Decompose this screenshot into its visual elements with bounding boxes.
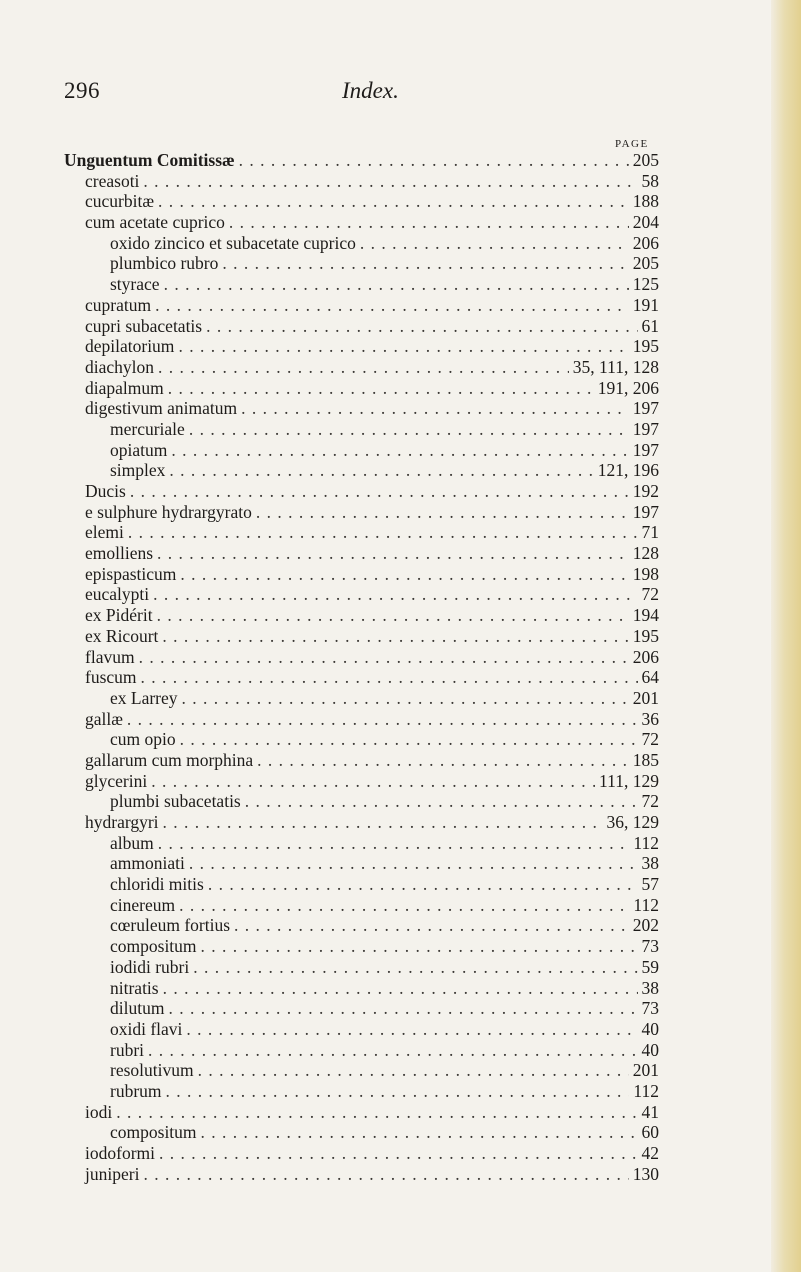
index-term: emolliens xyxy=(85,543,154,564)
page-references: 204 xyxy=(632,212,659,233)
dot-leader xyxy=(256,502,629,523)
index-entry xyxy=(64,957,659,978)
dot-leader xyxy=(158,833,630,854)
index-entry xyxy=(64,688,659,709)
index-entry xyxy=(64,1143,659,1164)
page-references: 201 xyxy=(632,687,659,708)
dot-leader xyxy=(157,605,629,626)
index-term: chloridi mitis xyxy=(110,874,204,895)
page-edge-shadow xyxy=(771,0,801,1272)
dot-leader xyxy=(245,791,638,812)
index-entry xyxy=(64,460,659,481)
page-references: 112 xyxy=(633,1080,659,1101)
index-term: Ducis xyxy=(85,481,126,501)
dot-leader xyxy=(139,647,629,668)
index-entry xyxy=(64,874,659,895)
index-term: cum opio xyxy=(110,729,176,750)
index-entry xyxy=(64,1081,659,1102)
index-term: diapalmum xyxy=(85,377,164,398)
index-entry xyxy=(64,150,659,171)
dot-leader xyxy=(222,253,628,274)
index-entry xyxy=(64,316,659,337)
index-entry xyxy=(64,253,659,274)
dot-leader xyxy=(151,771,595,792)
index-term: album xyxy=(110,832,154,853)
index-entry xyxy=(64,398,659,419)
page-references: 38 xyxy=(641,977,659,998)
dot-leader xyxy=(141,667,638,688)
index-term: oxidi flavi xyxy=(110,1018,183,1039)
dot-leader xyxy=(143,171,637,192)
index-term: iodidi rubri xyxy=(110,956,190,977)
index-entry xyxy=(64,171,659,192)
index-term: hydrargyri xyxy=(85,812,159,832)
page-references: 38 xyxy=(641,853,659,874)
index-term: creasoti xyxy=(85,170,140,191)
index-term: compositum xyxy=(110,1122,197,1143)
index-entry xyxy=(64,709,659,730)
index-term: nitratis xyxy=(110,977,159,998)
dot-leader xyxy=(164,274,629,295)
index-entry xyxy=(64,729,659,750)
page-references: 35, 111, 128 xyxy=(572,356,659,377)
index-term: cucurbitæ xyxy=(85,191,155,212)
index-term: ex Pidérit xyxy=(85,605,153,626)
index-entry xyxy=(64,419,659,440)
index-entry xyxy=(64,895,659,916)
dot-leader xyxy=(163,812,603,833)
index-term: simplex xyxy=(110,460,166,481)
dot-leader xyxy=(189,419,629,440)
page-references: 188 xyxy=(632,191,659,212)
page-references: 59 xyxy=(641,956,659,977)
index-entry xyxy=(64,791,659,812)
index-term: opiatum xyxy=(110,439,168,460)
dot-leader xyxy=(155,295,629,316)
index-term: ammoniati xyxy=(110,853,185,874)
index-term: rubri xyxy=(110,1039,145,1060)
index-term: cinereum xyxy=(110,894,176,915)
running-title: Index. xyxy=(342,78,399,103)
dot-leader xyxy=(157,543,629,564)
page-references: 192 xyxy=(632,481,659,501)
dot-leader xyxy=(241,398,629,419)
dot-leader xyxy=(234,915,629,936)
dot-leader xyxy=(148,1040,637,1061)
index-term: e sulphure hydrargyrato xyxy=(85,501,252,522)
index-entry xyxy=(64,667,659,688)
page-references: 40 xyxy=(641,1039,659,1060)
page-references: 72 xyxy=(641,584,659,605)
index-entry xyxy=(64,481,659,502)
page-references: 197 xyxy=(632,501,659,522)
index-term: cum acetate cuprico xyxy=(85,212,225,233)
index-entry xyxy=(64,357,659,378)
index-entry xyxy=(64,647,659,668)
dot-leader xyxy=(168,998,637,1019)
page-column-label: PAGE xyxy=(615,138,649,150)
page-references: 130 xyxy=(632,1163,659,1184)
index-term: cœruleum fortius xyxy=(110,915,231,936)
index-entry xyxy=(64,936,659,957)
dot-leader xyxy=(158,191,629,212)
page-references: 205 xyxy=(632,150,659,170)
dot-leader xyxy=(153,584,637,605)
dot-leader xyxy=(169,460,593,481)
index-term: ex Larrey xyxy=(110,687,178,708)
dot-leader xyxy=(159,1143,638,1164)
index-term: cupri subacetatis xyxy=(85,315,203,336)
page-references: 197 xyxy=(632,418,659,439)
index-term: diachylon xyxy=(85,356,155,377)
dot-leader xyxy=(201,1122,638,1143)
page-references: 72 xyxy=(641,729,659,750)
dot-leader xyxy=(206,316,637,337)
page-references: 73 xyxy=(641,936,659,957)
dot-leader xyxy=(127,709,638,730)
dot-leader xyxy=(208,874,638,895)
index-entry xyxy=(64,212,659,233)
page-references: 191 xyxy=(632,294,659,315)
index-entry xyxy=(64,274,659,295)
index-entry xyxy=(64,915,659,936)
page-references: 58 xyxy=(641,170,659,191)
index-entry-list xyxy=(64,150,659,1184)
index-term: resolutivum xyxy=(110,1060,194,1081)
index-entry xyxy=(64,1019,659,1040)
dot-leader xyxy=(158,357,569,378)
page-references: 71 xyxy=(641,522,659,543)
index-entry xyxy=(64,543,659,564)
index-entry xyxy=(64,336,659,357)
dot-leader xyxy=(171,440,628,461)
index-entry xyxy=(64,1102,659,1123)
page-references: 112 xyxy=(633,894,659,915)
index-term: plumbi subacetatis xyxy=(110,791,241,812)
page-references: 73 xyxy=(641,998,659,1019)
page-references: 64 xyxy=(641,667,659,688)
page-references: 41 xyxy=(641,1101,659,1122)
index-term: dilutum xyxy=(110,998,165,1019)
page-references: 185 xyxy=(632,749,659,770)
index-term: gallæ xyxy=(85,708,123,729)
page-references: 57 xyxy=(641,874,659,895)
index-term: glycerini xyxy=(85,770,148,791)
index-entry xyxy=(64,378,659,399)
index-entry xyxy=(64,1122,659,1143)
page-references: 191, 206 xyxy=(597,377,659,398)
index-entry xyxy=(64,626,659,647)
index-entry xyxy=(64,853,659,874)
page-references: 125 xyxy=(632,274,659,295)
dot-leader xyxy=(128,522,638,543)
index-term: mercuriale xyxy=(110,418,185,439)
page-references: 111, 129 xyxy=(599,770,659,791)
index-term: gallarum cum morphina xyxy=(85,749,254,770)
index-entry xyxy=(64,522,659,543)
page-references: 194 xyxy=(632,605,659,626)
index-term: styrace xyxy=(110,274,160,295)
dot-leader xyxy=(257,750,629,771)
dot-leader xyxy=(360,233,629,254)
page-references: 197 xyxy=(632,398,659,419)
dot-leader xyxy=(229,212,629,233)
page-number: 296 xyxy=(64,78,100,103)
page-references: 195 xyxy=(632,625,659,646)
dot-leader xyxy=(168,378,594,399)
index-term: Unguentum Comitissæ xyxy=(64,150,235,170)
dot-leader xyxy=(163,978,638,999)
page-references: 201 xyxy=(632,1060,659,1081)
page-references: 121, 196 xyxy=(597,460,659,481)
index-term: eucalypti xyxy=(85,584,150,605)
dot-leader xyxy=(189,853,638,874)
dot-leader xyxy=(193,957,637,978)
index-term: plumbico rubro xyxy=(110,253,219,274)
page-references: 198 xyxy=(632,563,659,584)
dot-leader xyxy=(201,936,638,957)
page-references: 42 xyxy=(641,1143,659,1163)
page-references: 112 xyxy=(633,832,659,853)
index-entry xyxy=(64,771,659,792)
index-entry xyxy=(64,605,659,626)
index-entry xyxy=(64,295,659,316)
index-term: elemi xyxy=(85,522,124,543)
index-entry xyxy=(64,1040,659,1061)
dot-leader xyxy=(180,729,638,750)
index-entry xyxy=(64,1164,659,1185)
index-term: epispasticum xyxy=(85,563,177,584)
dot-leader xyxy=(178,336,628,357)
page-references: 197 xyxy=(632,439,659,460)
dot-leader xyxy=(186,1019,637,1040)
page-references: 60 xyxy=(641,1122,659,1143)
index-term: rubrum xyxy=(110,1080,162,1101)
page-references: 202 xyxy=(632,915,659,936)
dot-leader xyxy=(180,564,628,585)
page-references: 40 xyxy=(641,1018,659,1039)
index-entry xyxy=(64,998,659,1019)
index-term: compositum xyxy=(110,936,197,957)
index-entry xyxy=(64,440,659,461)
index-term: ex Ricourt xyxy=(85,625,159,646)
index-entry xyxy=(64,233,659,254)
page-references: 61 xyxy=(641,315,659,336)
index-entry xyxy=(64,564,659,585)
page-references: 72 xyxy=(641,791,659,812)
index-entry xyxy=(64,1060,659,1081)
index-entry xyxy=(64,812,659,833)
page-references: 206 xyxy=(632,646,659,667)
page-references: 205 xyxy=(632,253,659,274)
index-term: cupratum xyxy=(85,294,152,315)
index-term: fuscum xyxy=(85,667,137,688)
dot-leader xyxy=(182,688,629,709)
page-references: 195 xyxy=(632,336,659,357)
index-term: digestivum animatum xyxy=(85,398,238,419)
index-entry xyxy=(64,833,659,854)
index-entry xyxy=(64,502,659,523)
dot-leader xyxy=(179,895,629,916)
page-references: 128 xyxy=(632,543,659,564)
index-term: iodi xyxy=(85,1101,113,1122)
index-entry xyxy=(64,978,659,999)
page-references: 36 xyxy=(641,708,659,729)
dot-leader xyxy=(143,1164,628,1185)
dot-leader xyxy=(198,1060,629,1081)
index-entry xyxy=(64,191,659,212)
index-term: juniperi xyxy=(85,1163,140,1184)
dot-leader xyxy=(162,626,628,647)
page-references: 36, 129 xyxy=(606,812,659,832)
dot-leader xyxy=(166,1081,630,1102)
dot-leader xyxy=(130,481,629,502)
index-term: oxido zincico et subacetate cuprico xyxy=(110,232,356,253)
index-term: iodoformi xyxy=(85,1143,155,1163)
page-header xyxy=(64,78,664,118)
index-term: depilatorium xyxy=(85,336,175,357)
index-entry xyxy=(64,584,659,605)
page-references: 206 xyxy=(632,232,659,253)
index-entry xyxy=(64,750,659,771)
dot-leader xyxy=(239,150,629,171)
dot-leader xyxy=(116,1102,637,1123)
index-term: flavum xyxy=(85,646,135,667)
